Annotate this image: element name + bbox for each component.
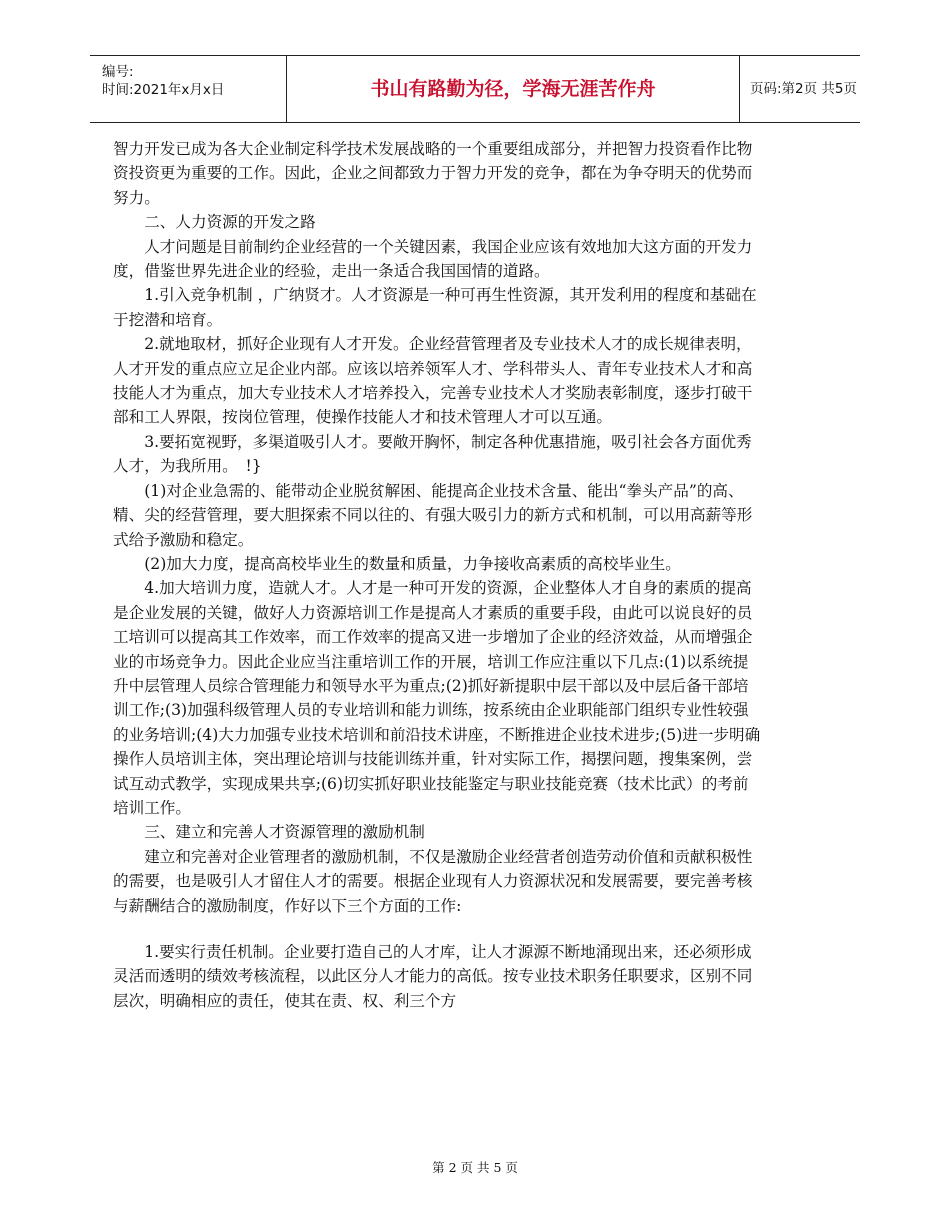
header-left-cell [90,56,286,122]
document-body [113,137,763,1013]
paragraph: 人才问题是目前制约企业经营的一个关键因素，我国企业应该有效地加大这方面的开发力度，借鉴世界先进企业的经验，走出一条适合我国国情的道路。 [113,237,753,281]
paragraph: 1.要实行责任机制。企业要打造自己的人才库，让人才源源不断地涌现出来，还必须形成灵活而透明的绩效考核流程，以此区分人才能力的高低。按专业技术职务任职要求，区别不同层次，明确相应的责任，使其在责、权、利三个方 [113,943,753,1010]
paragraph: 2.就地取材，抓好企业现有人才开发。企业经营管理者及专业技术人才的成长规律表明，人才开发的重点应立足企业内部。应该以培养领军人才、学科带头人、青年专业技术人才和高技能人才为重点，加大专业技术人才培养投入，完善专业技术人才奖励表彰制度，逐步打破干部和工人界限，按岗位管理，使操作技能人才和技术管理人才可以互通。 [113,335,753,427]
page-footer: 第 2 页 共 5 页 [432,1160,518,1175]
paragraph: 1.引入竞争机制 ，广纳贤才。人才资源是一种可再生性资源，其开发利用的程度和基础在于挖潜和培育。 [113,286,757,329]
paragraph: 智力开发已成为各大企业制定科学技术发展战略的一个重要组成部分，并把智力投资看作比物资投资更为重要的工作。因此，企业之间都致力于智力开发的竞争，都在为争夺明天的优势而努力。 [113,140,753,207]
paragraph: 3.要拓宽视野，多渠道吸引人才。要敞开胸怀，制定各种优惠措施，吸引社会各方面优秀人才，为我所用。 !} [113,432,752,476]
document-time-label: 时间:2021年x月x日 [102,82,225,98]
page-header [90,55,860,123]
document-number-label: 编号: [102,64,134,80]
paragraph: (2)加大力度，提高高校毕业生的数量和质量，力争接收高素质的高校毕业生。 [144,554,681,573]
paragraph: 建立和完善对企业管理者的激励机制，不仅是激励企业经营者创造劳动价值和贡献积极性的需要，也是吸引人才留住人才的需要。根据企业现有人力资源状况和发展需要，要完善考核与薪酬结合的激励制度，作好以下三个方面的工作: [113,847,753,915]
paragraph: (1)对企业急需的、能带动企业脱贫解困、能提高企业技术含量、能出“拳头产品”的高、精、尖的经营管理，要大胆探索不同以往的、有强大吸引力的新方式和机制，可以用高薪等形式给予激励和稳定。 [113,481,753,549]
section-heading: 二、人力资源的开发之路 [144,213,316,232]
header-motto: 书山有路勤为径，学海无涯苦作舟 [286,56,740,122]
paragraph: 4.加大培训力度，造就人才。人才是一种可开发的资源，企业整体人才自身的素质的提高是企业发展的关键，做好人力资源培训工作是提高人才素质的重要手段，由此可以说良好的员工培训可以提高其工作效率，而工作效率的提高又进一步增加了企业的经济效益，从而增强企业的市场竞争力。因此企业应当注重培训工作的开展，培训工作应注重以下几点:(1)以系统提升中层管理人员综合管理能力和领导水平为重点;(2)抓好新提职中层干部以及中层后备干部培训工作;(3)加强科级管理人员的专业培训和能力训练，按系统由企业职能部门组织专业性较强的业务培训;(4)大力加强专业技术培训和前沿技术讲座，不断推进企业技术进步;(5)进一步明确操作人员培训主体，突出理论培训与技能训练并重，针对实际工作，揭摆问题，搜集案例，尝试互动式教学，实现成果共享;(6)切实抓好职业技能鉴定与职业技能竞赛（技术比武）的考前培训工作。 [113,579,761,817]
header-page-label: 页码:第2页 共5页 [750,81,858,97]
section-heading: 三、建立和完善人才资源管理的激励机制 [144,823,425,842]
